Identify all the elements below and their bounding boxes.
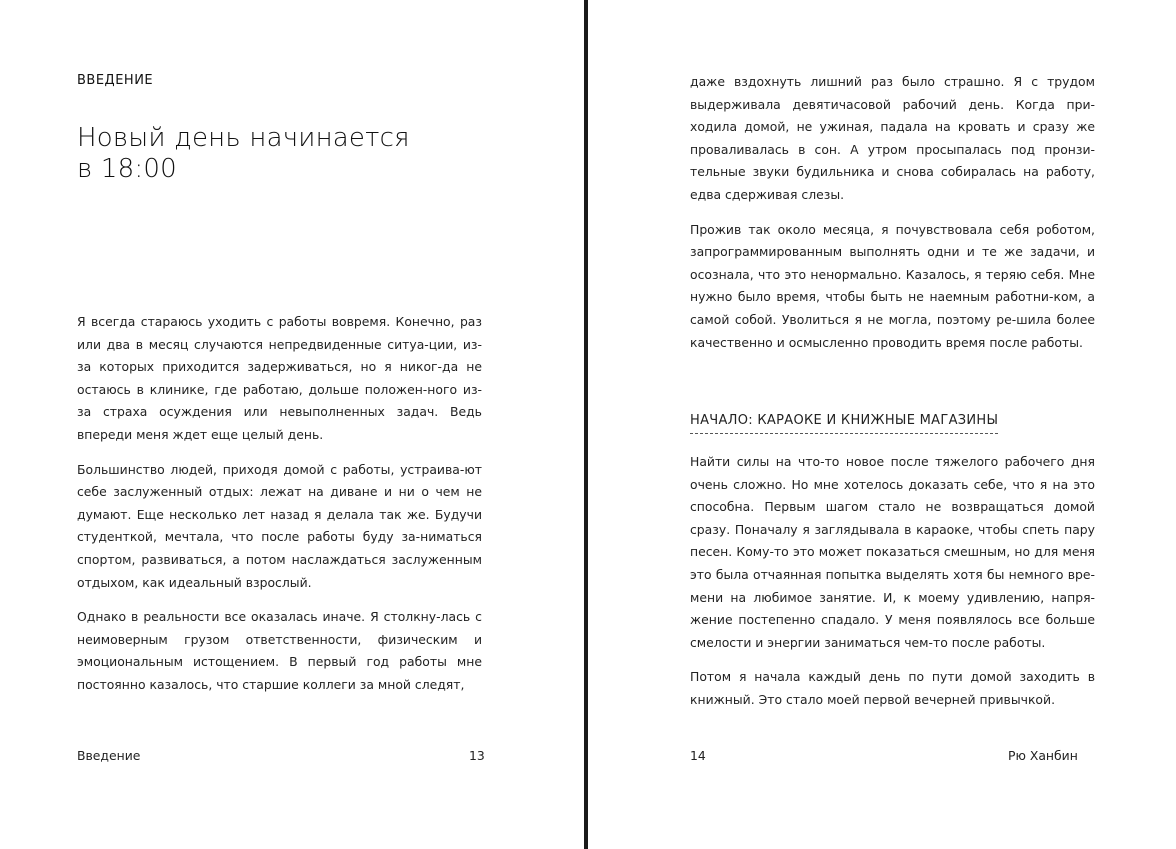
paragraph: даже вздохнуть лишний раз было страшно. Я с трудом выдерживала девятичасовой рабочий день. Когда при-ходила домой, не ужиная, падала на кровать и сразу же проваливалась в сон. А утром просыпалась под пронзи-тельные звуки будильника и снова собиралась на работу, едва сдерживая слезы. (690, 74, 1095, 202)
left-body-text (77, 311, 482, 709)
paragraph: Найти силы на что-то новое после тяжелого рабочего дня очень сложно. Но мне хотелось доказать себе, что я на это способна. Первым шагом стало не возвращаться домой сразу. Поначалу я заглядывала в караоке, чтобы спеть пару песен. Кому-то это может показаться смешным, но для меня это была отчаянная попытка выделять хотя бы немного вре-мени на любимое занятие. И, к моему удивлению, напря-жение постепенно спадало. У меня появлялось все больше смелости и энергии заниматься чем-то после работы. (690, 454, 1095, 650)
chapter-title-line-1: Новый день начинается (77, 123, 410, 153)
chapter-title-line-2: в 18:00 (77, 154, 177, 184)
running-footer-author: Рю Ханбин (1008, 748, 1078, 763)
running-footer-section: Введение (77, 748, 141, 763)
page-number-right: 14 (690, 748, 706, 763)
chapter-title (77, 123, 497, 185)
paragraph: Однако в реальности все оказалась иначе. Я столкну-лась с неимоверным грузом ответственности, физическим и эмоциональным истощением. В первый год работы мне постоянно казалось, что старшие коллеги за мной следят, (77, 609, 482, 692)
paragraph: Прожив так около месяца, я почувствовала себя роботом, запрограммированным выполнять одни и те же задачи, и осознала, что это ненормально. Казалось, я теряю себя. Мне нужно было время, чтобы быть не наемным работни-ком, а самой собой. Уволиться я не могла, поэтому ре-шила более качественно и осмысленно проводить время после работы. (690, 221, 1095, 350)
right-body-text-bottom (690, 451, 1095, 724)
page-number-left: 13 (469, 748, 485, 763)
paragraph: Большинство людей, приходя домой с работы, устраива-ют себе заслуженный отдых: лежат на диване и ни о чем не думают. Еще несколько лет назад я делала так же. Будучи студенткой, мечтала, что после работы буду за-ниматься спортом, развиваться, а потом наслаждаться заслуженным отдыхом, как идеальный взрослый. (77, 461, 482, 590)
section-label: ВВЕДЕНИЕ (77, 73, 154, 88)
paragraph: Потом я начала каждый день по пути домой заходить в книжный. Это стало моей первой вечерней привычкой. (690, 669, 1095, 707)
paragraph: Я всегда стараюсь уходить с работы вовремя. Конечно, раз или два в месяц случаются непредвиденные ситуа-ции, из-за которых приходится задерживаться, но я никог-да не остаюсь в клинике, где работаю, дольше положен-ного из-за страха осуждения или невыполненных задач. Ведь впереди меня ждет еще целый день. (77, 314, 482, 442)
left-page (0, 0, 584, 849)
right-body-text-top (690, 71, 1095, 366)
subsection-heading: НАЧАЛО: КАРАОКЕ И КНИЖНЫЕ МАГАЗИНЫ (690, 413, 998, 434)
